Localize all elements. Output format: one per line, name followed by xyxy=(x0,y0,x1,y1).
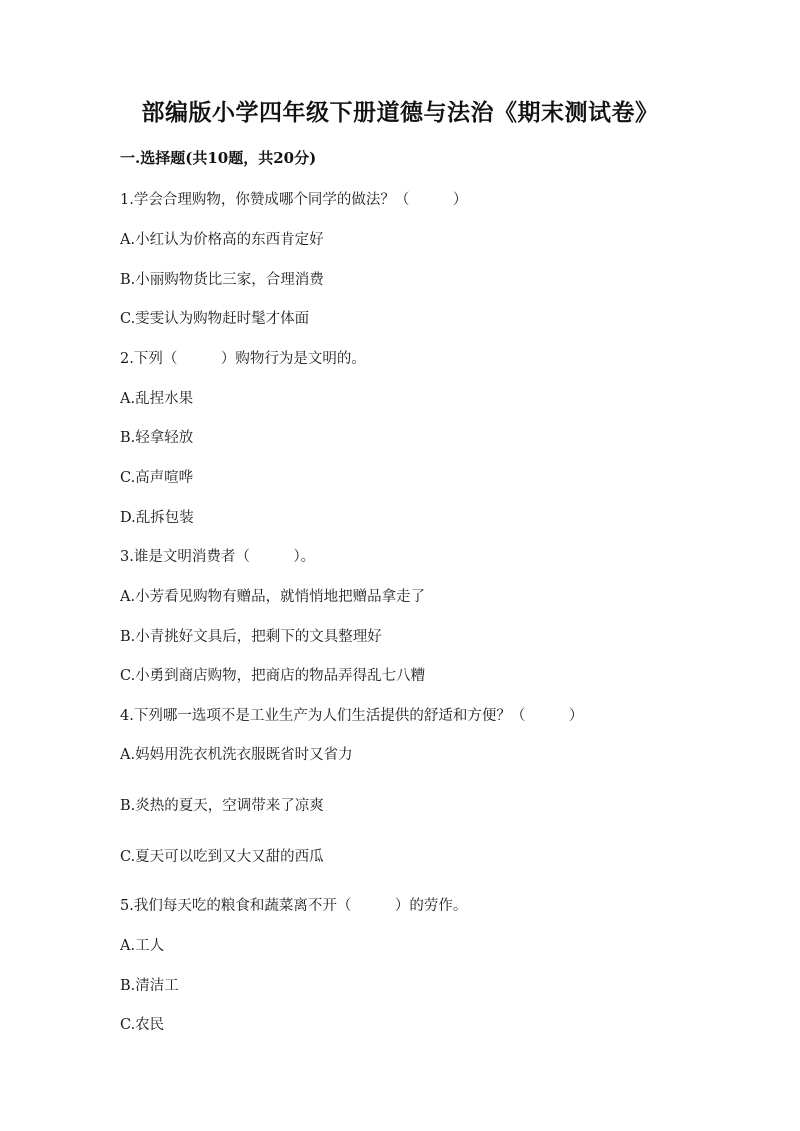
question-3-stem: 3.谁是文明消费者（ ）。 xyxy=(120,549,316,565)
page-title: 部编版小学四年级下册道德与法治《期末测试卷》 xyxy=(141,99,659,126)
question-2-option-a: A.乱捏水果 xyxy=(120,391,194,407)
question-1-option-a: A.小红认为价格高的东西肯定好 xyxy=(120,232,324,248)
question-5-option-a: A.工人 xyxy=(120,938,165,954)
question-3-option-c: C.小勇到商店购物，把商店的物品弄得乱七八糟 xyxy=(120,668,426,684)
question-4-stem: 4.下列哪一选项不是工业生产为人们生活提供的舒适和方便？（ ） xyxy=(120,708,584,724)
question-5-stem: 5.我们每天吃的粮食和蔬菜离不开（ ）的劳作。 xyxy=(120,898,468,914)
question-1-option-b: B.小丽购物货比三家，合理消费 xyxy=(120,272,324,288)
question-2-option-c: C.高声喧哗 xyxy=(120,470,194,486)
question-5-option-c: C.农民 xyxy=(120,1017,165,1033)
question-1-option-c: C.雯雯认为购物赶时髦才体面 xyxy=(120,311,310,327)
question-3-option-a: A.小芳看见购物有赠品，就悄悄地把赠品拿走了 xyxy=(120,589,426,605)
question-2-option-b: B.轻拿轻放 xyxy=(120,430,194,446)
question-5-option-b: B.清洁工 xyxy=(120,978,179,994)
question-1-stem: 1.学会合理购物，你赞成哪个同学的做法？（ ） xyxy=(120,192,468,208)
question-2-option-d: D.乱拆包装 xyxy=(120,510,194,526)
question-4-option-a: A.妈妈用洗衣机洗衣服既省时又省力 xyxy=(120,747,353,763)
question-3-option-b: B.小青挑好文具后，把剩下的文具整理好 xyxy=(120,629,382,645)
question-2-stem: 2.下列（ ）购物行为是文明的。 xyxy=(120,351,366,367)
question-4-option-c: C.夏天可以吃到又大又甜的西瓜 xyxy=(120,849,324,865)
question-4-option-b: B.炎热的夏天，空调带来了凉爽 xyxy=(120,798,324,814)
section-heading: 一.选择题(共10题，共20分) xyxy=(120,149,317,167)
